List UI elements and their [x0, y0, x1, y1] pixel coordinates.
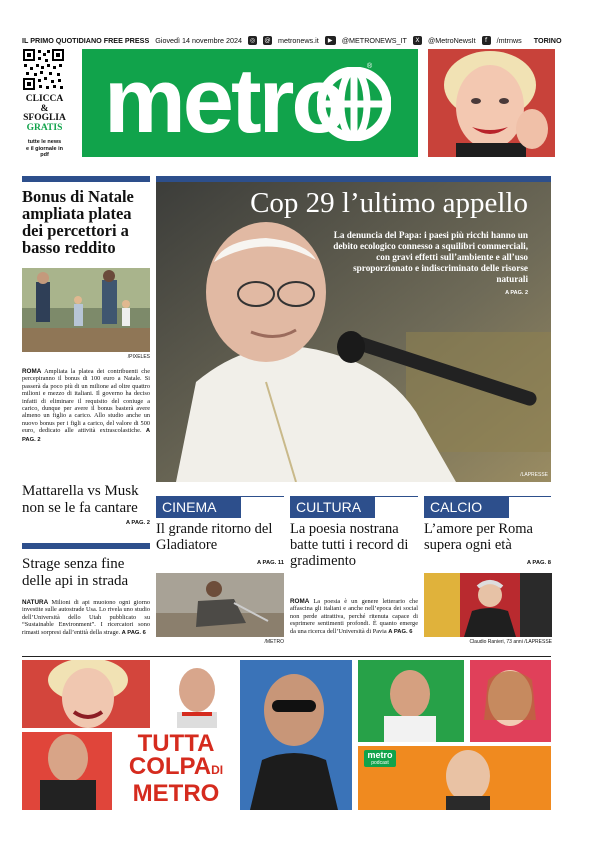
ranieri-photo[interactable]: [424, 573, 552, 637]
api-page[interactable]: A PAG. 6: [121, 629, 146, 636]
facebook-handle[interactable]: /mtrnws: [496, 35, 522, 45]
promo-di: DI: [211, 763, 224, 777]
api-kicker: NATURA: [22, 599, 49, 606]
section-rule: [22, 176, 150, 182]
cultura-label[interactable]: CULTURA: [290, 496, 375, 518]
section-rule-api: [22, 543, 150, 549]
podcast-hosts-collage: [22, 660, 551, 810]
promo-line2: COLPA: [128, 753, 212, 780]
qr-promo-line3: SFOGLIA: [23, 113, 66, 123]
cultura-headline[interactable]: La poesia nostrana batte tutti i record di gradimento: [290, 521, 409, 569]
api-headline[interactable]: Strage senza fine delle api in strada: [22, 556, 129, 589]
youtube-handle[interactable]: @METRONEWS_IT: [341, 35, 407, 45]
lead-left-headline[interactable]: Bonus di Natale ampliata platea dei percettori a basso reddito: [22, 187, 134, 257]
x-icon[interactable]: X: [413, 36, 422, 45]
cultura-rule: [375, 496, 418, 497]
qr-promo[interactable]: [22, 95, 67, 159]
promo-line1: TUTTA: [137, 730, 215, 757]
cinema-headline[interactable]: Il grande ritorno del Gladiatore: [156, 521, 273, 553]
ranieri-credit: /LAPRESSE: [524, 639, 552, 645]
city-edition: TORINO: [533, 35, 562, 45]
qr-promo-line2: &: [40, 103, 49, 114]
ranieri-caption: [424, 639, 552, 645]
promo-line2-wrap: [120, 755, 232, 782]
registered-mark: ®: [367, 63, 373, 70]
threads-icon[interactable]: @: [264, 36, 271, 44]
gladiator-photo[interactable]: [156, 573, 284, 637]
calcio-page[interactable]: A PAG. 8: [526, 560, 551, 566]
cinema-label[interactable]: CINEMA: [156, 496, 241, 518]
youtube-icon[interactable]: ▶: [325, 36, 336, 45]
tagline: IL PRIMO QUOTIDIANO FREE PRESS: [22, 35, 150, 45]
cultura-text: La poesia è un genere letterario che affascina gli italiani e anche nell’epoca dei social non perde attrattiva, perché ritenuta capace di esprimere sentimenti profondi. È quanto emerge da una ricerca dell’Università di Pavia: [290, 598, 418, 635]
qr-note-2: e il giornale in pdf: [26, 145, 63, 158]
cover-headline[interactable]: Cop 29 l’ultimo appello: [250, 187, 528, 219]
cover-deck: [330, 230, 528, 285]
lead-left-text: Ampliata la platea dei contribuenti che percepiranno il bonus di 100 euro a Natale. Si passerà da poco più di un milione ad oltre quattro milioni e mezzo di italiani. Il governo ha deciso infatti di eliminare il requisito del coniuge a carico, dunque per avere il bonus basterà avere almeno un figlio a carico. Allo studio anche un nuovo bonus per i figli a carico, del valore di 500 euro, dedicato alle attività extrascolastiche.: [22, 368, 150, 435]
cultura-page[interactable]: A PAG. 6: [388, 628, 413, 635]
qr-code[interactable]: [22, 48, 65, 91]
cover-credit: /LAPRESSE: [520, 472, 548, 478]
cultura-kicker: ROMA: [290, 598, 310, 605]
instagram-icon[interactable]: ◎: [249, 36, 256, 44]
promo-title: [120, 732, 232, 805]
podcast-promo[interactable]: [22, 660, 551, 810]
cover-photo[interactable]: [156, 182, 551, 482]
logo-wordmark: metro: [104, 50, 345, 152]
calcio-rule: [509, 496, 551, 497]
top-bar: [22, 33, 575, 47]
podcast-badge-word: podcast: [371, 760, 389, 766]
promo-line3: METRO: [132, 780, 220, 807]
podcast-badge-logo: metro: [367, 750, 393, 760]
ranieri-caption-text: Claudio Ranieri, 73 anni: [469, 639, 523, 645]
facebook-icon[interactable]: f: [482, 36, 491, 45]
promo-divider: [22, 656, 551, 657]
podcast-badge[interactable]: [364, 750, 396, 767]
cinema-rule: [241, 496, 284, 497]
api-text: Milioni di api muoiono ogni giorno investite sulle autostrade Usa. Lo rivela uno studio dell’Università dello Utah pubblicato su “Sustainable Environment”. I ricercatori sono rimasti sorpresi dall’entità della strage.: [22, 599, 150, 636]
calcio-label[interactable]: CALCIO: [424, 496, 509, 518]
family-photo-credit: /PIXELES: [127, 354, 150, 360]
lead-left-body: [22, 368, 150, 444]
api-body: [22, 599, 150, 637]
site-link[interactable]: metronews.it: [277, 35, 319, 45]
promo-portrait[interactable]: [428, 49, 555, 157]
x-handle[interactable]: @MetroNewsIt: [427, 35, 476, 45]
issue-date: Giovedì 14 novembre 2024: [155, 35, 242, 45]
mattarella-page[interactable]: A PAG. 2: [125, 520, 150, 526]
lead-left-kicker: ROMA: [22, 368, 42, 375]
lead-left-page[interactable]: A PAG. 2: [22, 428, 151, 443]
masthead-logo[interactable]: [82, 49, 418, 157]
mattarella-headline[interactable]: Mattarella vs Musk non se le fa cantare: [22, 483, 139, 516]
globe-icon: [317, 67, 391, 141]
cinema-page[interactable]: A PAG. 11: [256, 560, 284, 566]
cover-deck-text: i paesi più ricchi hanno un debito ecologico connesso a squilibri commerciali, con gravi effetti sull’ambiente e all’uso sproporzionato e indiscriminato delle risorse naturali: [333, 230, 528, 284]
calcio-headline[interactable]: L’amore per Roma supera ogni età: [424, 521, 533, 553]
cover-page[interactable]: A PAG. 2: [505, 290, 528, 296]
gladiator-credit: /METRO: [264, 639, 284, 645]
qr-note-1: tutte le news: [27, 139, 62, 145]
qr-promo-line4: GRATIS: [26, 122, 63, 133]
cover-deck-lead: La denuncia del Papa:: [333, 230, 422, 240]
cultura-body: [290, 598, 418, 636]
qr-promo-line1: CLICCA: [25, 94, 64, 104]
family-photo[interactable]: [22, 268, 150, 352]
